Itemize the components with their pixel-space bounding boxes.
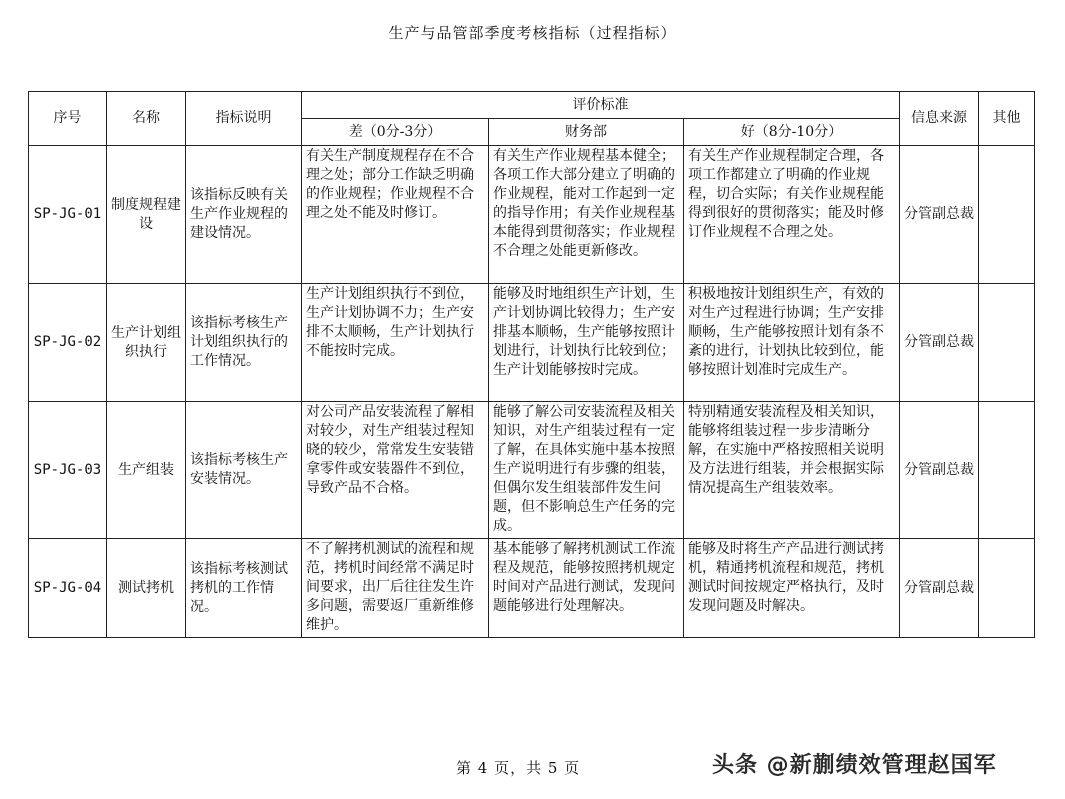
- row-name: 生产组装: [107, 402, 186, 539]
- row-good: [684, 146, 900, 284]
- row-mid: [489, 539, 684, 638]
- header-mid: 财务部: [489, 119, 684, 146]
- good-text: 积极地按计划组织生产，有效的对生产过程进行协调；生产安排顺畅，生产能够按照计划有条不紊的进行，计划执比较到位，能够按照计划准时完成生产。: [688, 286, 884, 378]
- table-row: [29, 539, 1035, 638]
- header-good: 好（8分-10分）: [684, 119, 900, 146]
- row-other: [979, 402, 1035, 539]
- row-name: 制度规程建设: [107, 146, 186, 284]
- bad-text: 有关生产制度规程存在不合理之处；部分工作缺乏明确的作业规程；作业规程不合理之处不能及时修订。: [306, 148, 474, 221]
- row-desc: 该指标考核生产安装情况。: [186, 402, 302, 539]
- header-name: 名称: [107, 92, 186, 146]
- row-source: 分管副总裁: [900, 284, 979, 402]
- good-text: 能够及时将生产产品进行测试拷机，精通拷机流程和规范，拷机测试时间按规定严格执行，及时发现问题及时解决。: [688, 541, 884, 614]
- header-bad: 差（0分-3分）: [302, 119, 489, 146]
- row-bad: [302, 539, 489, 638]
- header-source: 信息来源: [900, 92, 979, 146]
- row-bad: [302, 146, 489, 284]
- mid-text: 基本能够了解拷机测试工作流程及规范，能够按照拷机规定时间对产品进行测试，发现问题能够进行处理解决。: [493, 541, 675, 614]
- table-row: [29, 402, 1035, 539]
- header-desc: 指标说明: [186, 92, 302, 146]
- bad-text: 对公司产品安装流程了解相对较少，对生产组装过程知晓的较少，常常发生安装错拿零件或安装器件不到位，导致产品不合格。: [306, 404, 474, 496]
- row-source: 分管副总裁: [900, 539, 979, 638]
- mid-text: 能够及时地组织生产计划，生产计划协调比较得力；生产安排基本顺畅，生产能够按照计划进行，计划执行比较到位；生产计划能够按时完成。: [493, 286, 675, 378]
- row-source: 分管副总裁: [900, 402, 979, 539]
- row-code: SP-JG-02: [29, 284, 107, 402]
- bad-text: 不了解拷机测试的流程和规范，拷机时间经常不满足时间要求，出厂后往往发生许多问题，需要返厂重新维修维护。: [306, 541, 474, 633]
- good-text: 有关生产作业规程制定合理，各项工作都建立了明确的作业规程，切合实际；有关作业规程能得到很好的贯彻落实；能及时修订作业规程不合理之处。: [688, 148, 884, 240]
- table-row: [29, 146, 1035, 284]
- document-title: 生产与品管部季度考核指标（过程指标）: [388, 24, 677, 42]
- row-good: [684, 402, 900, 539]
- row-name: 生产计划组织执行: [107, 284, 186, 402]
- table-row: [29, 284, 1035, 402]
- header-criteria: 评价标准: [302, 92, 900, 119]
- bad-text: 生产计划组织执行不到位，生产计划协调不力；生产安排不太顺畅，生产计划执行不能按时完成。: [306, 286, 474, 359]
- row-mid: [489, 402, 684, 539]
- header-seq: 序号: [29, 92, 107, 146]
- row-bad: [302, 402, 489, 539]
- row-good: [684, 539, 900, 638]
- row-good: [684, 284, 900, 402]
- row-name: 测试拷机: [107, 539, 186, 638]
- row-desc: 该指标反映有关生产作业规程的建设情况。: [186, 146, 302, 284]
- row-desc: 该指标考核生产计划组织执行的工作情况。: [186, 284, 302, 402]
- page-number: 第 4 页，共 5 页: [456, 759, 581, 777]
- mid-text: 有关生产作业规程基本健全；各项工作大部分建立了明确的作业规程，能对工作起到一定的指导作用；有关作业规程基本能得到贯彻落实；作业规程不合理之处能更新修改。: [493, 148, 675, 259]
- row-other: [979, 146, 1035, 284]
- row-other: [979, 284, 1035, 402]
- good-text: 特别精通安装流程及相关知识，能够将组装过程一步步清晰分解，在实施中严格按照相关说明及方法进行组装，并会根据实际情况提高生产组装效率。: [688, 404, 884, 496]
- watermark: 头条 @新蒯绩效管理赵国军: [712, 753, 997, 778]
- row-source: 分管副总裁: [900, 146, 979, 284]
- mid-text: 能够了解公司安装流程及相关知识，对生产组装过程有一定了解，在具体实施中基本按照生产说明进行有步骤的组装，但偶尔发生组装部件发生问题，但不影响总生产任务的完成。: [493, 404, 675, 534]
- header-other: 其他: [979, 92, 1035, 146]
- row-mid: [489, 146, 684, 284]
- row-desc: 该指标考核测试拷机的工作情况。: [186, 539, 302, 638]
- row-mid: [489, 284, 684, 402]
- kpi-table: [28, 91, 1035, 638]
- row-other: [979, 539, 1035, 638]
- row-code: SP-JG-03: [29, 402, 107, 539]
- row-code: SP-JG-04: [29, 539, 107, 638]
- row-code: SP-JG-01: [29, 146, 107, 284]
- row-bad: [302, 284, 489, 402]
